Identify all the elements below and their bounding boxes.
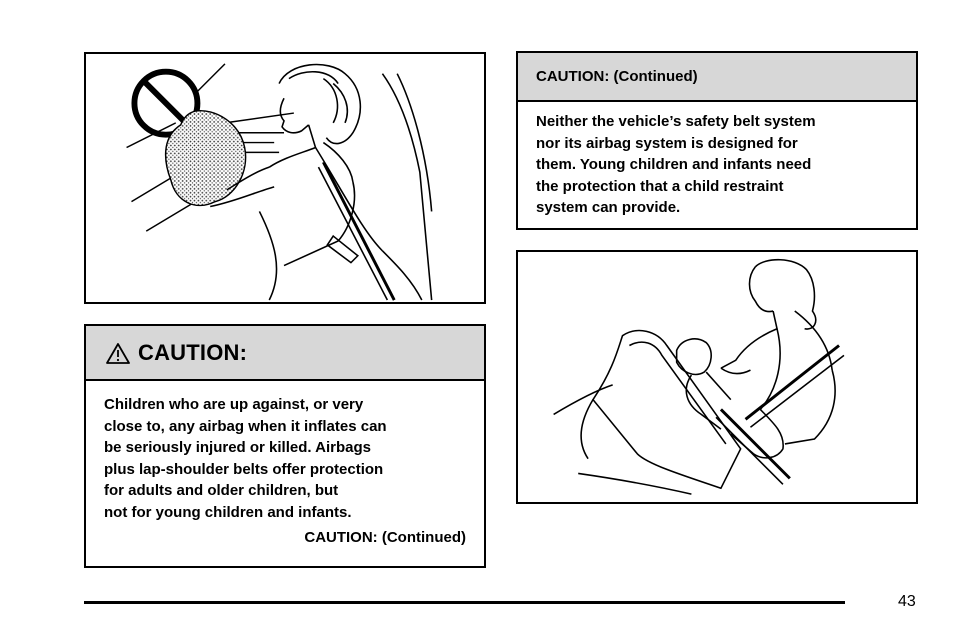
- caution-text: [86, 381, 484, 523]
- airbag-illustration: [84, 52, 486, 304]
- child-figure: [677, 339, 731, 429]
- caution-line: be seriously injured or killed. Airbags: [104, 439, 372, 456]
- child-seat-illustration: [516, 250, 918, 504]
- caution-line: plus lap-shoulder belts offer protection: [104, 460, 384, 478]
- caution-line: them. Young children and infants need: [536, 156, 812, 173]
- caution-line: the protection that a child restraint: [536, 177, 784, 195]
- warning-triangle-icon: [106, 342, 130, 364]
- page-number: 43: [898, 593, 916, 610]
- caution-continued-header: [518, 53, 916, 102]
- caution-header: [86, 326, 484, 381]
- caution-line: not for young children and infants.: [104, 503, 352, 521]
- caution-title: CAUTION:: [138, 339, 248, 365]
- caution-line: for adults and older children, but: [104, 482, 339, 499]
- child-seat-drawing: [518, 252, 916, 502]
- caution-line: Neither the vehicle’s safety belt system: [536, 113, 816, 130]
- woman-figure: [210, 65, 431, 301]
- caution-line: nor its airbag system is designed for: [536, 134, 798, 152]
- footer-rule: [84, 601, 845, 604]
- airbag-drawing: [86, 54, 484, 302]
- caution-box: [84, 324, 486, 568]
- seat-outline: [593, 331, 741, 489]
- caution-continued-text: [518, 102, 916, 219]
- caution-line: Children who are up against, or very: [104, 396, 364, 413]
- airbag-shape: [166, 111, 246, 206]
- caution-continued-label: CAUTION: (Continued): [304, 529, 466, 546]
- caution-line: system can provide.: [536, 199, 681, 216]
- caution-continued-box: [516, 51, 918, 230]
- caution-line: close to, any airbag when it inflates can: [104, 417, 387, 435]
- caution-continued-title: CAUTION: (Continued): [536, 68, 698, 85]
